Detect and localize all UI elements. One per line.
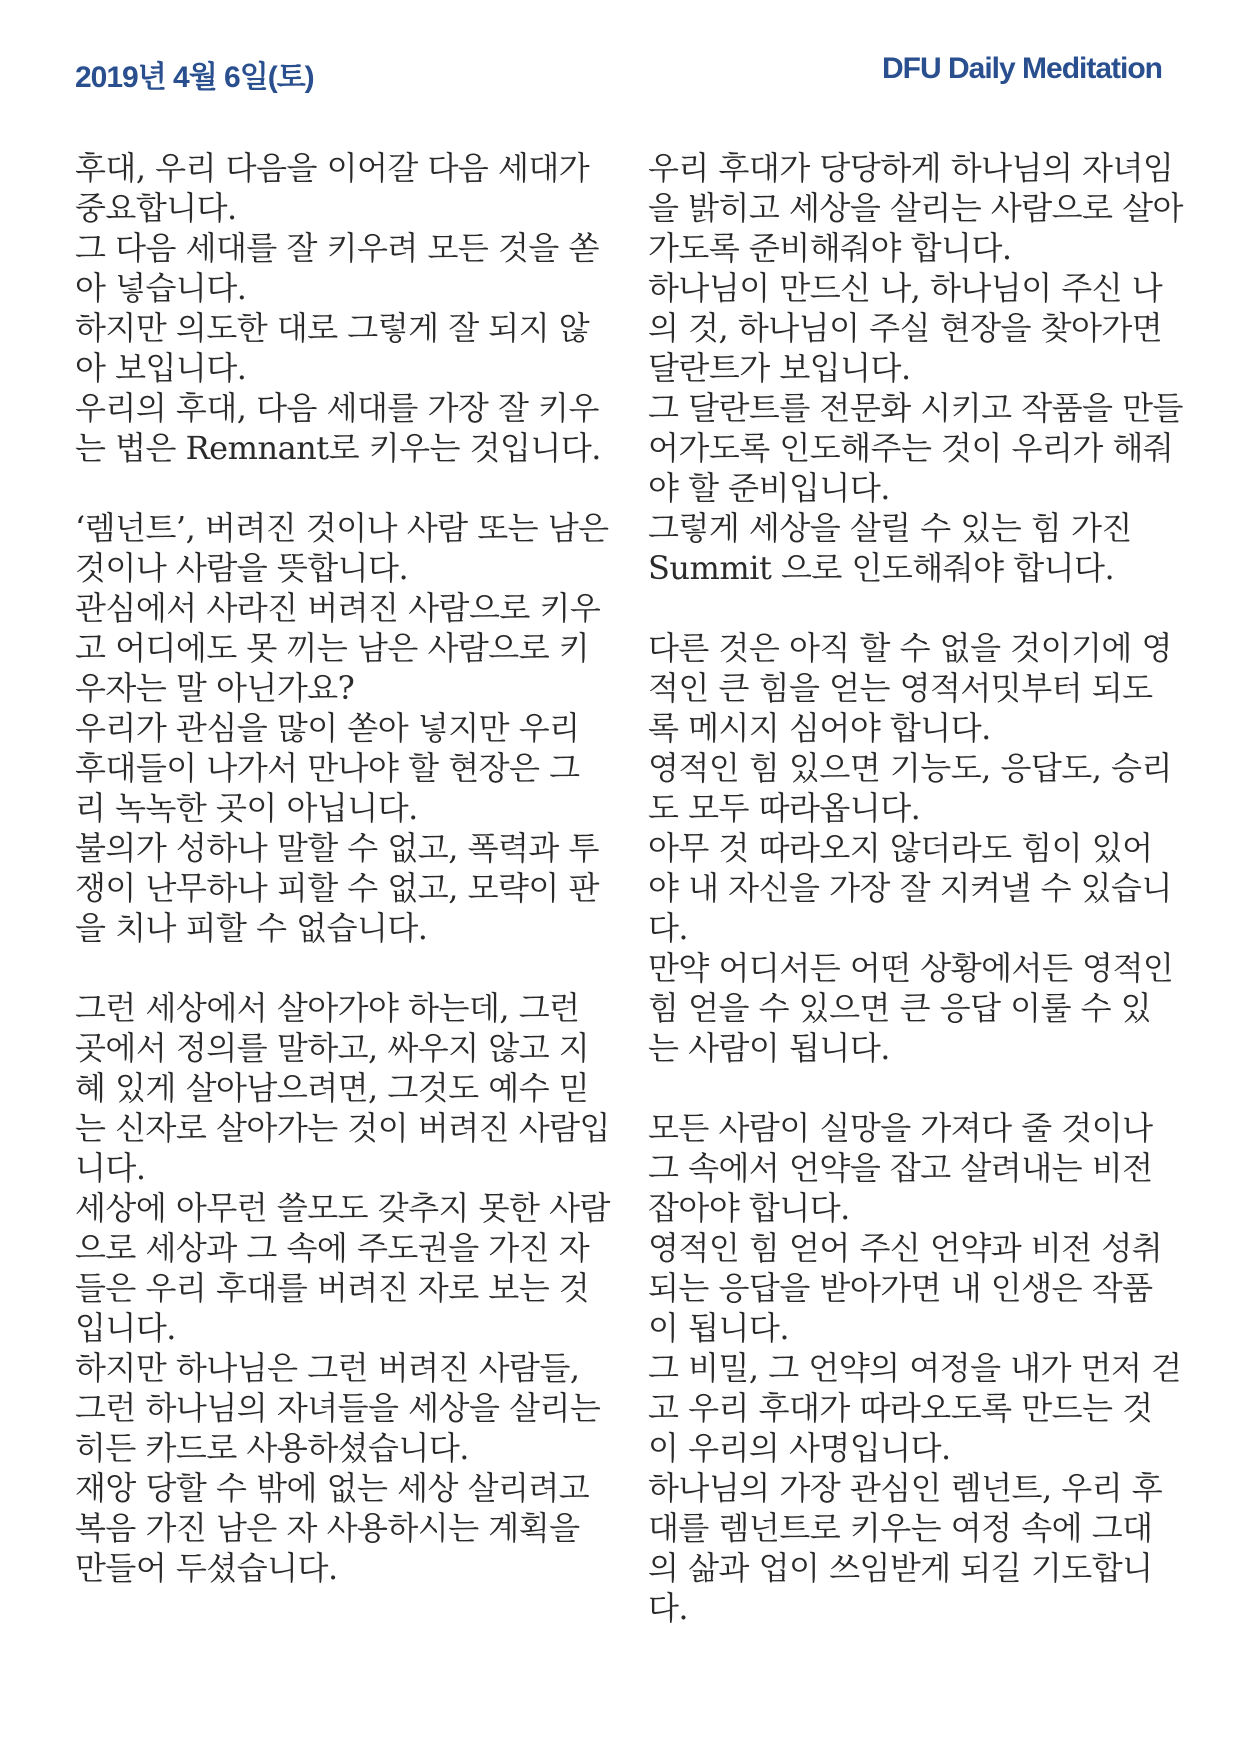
text-line: 는 사람이 됩니다. — [648, 1029, 890, 1067]
text-line: 우자는 말 아닌가요? — [75, 669, 355, 707]
header-brand: DFU Daily Meditation — [881, 52, 1162, 85]
text-line: 복음 가진 남은 자 사용하시는 계획을 — [75, 1509, 580, 1547]
text-line: 중요합니다. — [75, 189, 237, 227]
text-line: 을 치나 피할 수 없습니다. — [75, 909, 428, 947]
text-line: 모든 사람이 실망을 가져다 줄 것이나 — [648, 1109, 1153, 1147]
text-line: 혜 있게 살아남으려면, 그것도 예수 믿 — [75, 1069, 590, 1107]
text-line: 아무 것 따라오지 않더라도 힘이 있어 — [648, 829, 1153, 867]
text-line: 그런 세상에서 살아가야 하는데, 그런 — [75, 989, 580, 1027]
text-line: 그 속에서 언약을 잡고 살려내는 비전 — [648, 1149, 1153, 1187]
right-column — [648, 148, 1183, 1628]
text-line: 만약 어디서든 어떤 상황에서든 영적인 — [648, 949, 1174, 987]
text-line: 도 모두 따라옵니다. — [648, 789, 921, 827]
text-line: 고 어디에도 못 끼는 남은 사람으로 키 — [75, 629, 590, 667]
text-line: ‘렘넌트’, 버려진 것이나 사람 또는 남은 — [75, 509, 609, 547]
text-line: 그렇게 세상을 살릴 수 있는 힘 가진 — [648, 509, 1132, 547]
text-line: 영적인 힘 있으면 기능도, 응답도, 승리 — [648, 749, 1172, 787]
text-line: 다. — [648, 909, 689, 947]
text-line: 을 밝히고 세상을 살리는 사람으로 살아 — [648, 189, 1183, 227]
text-line: 후대들이 나가서 만나야 할 현장은 그 — [75, 749, 580, 787]
text-line: 달란트가 보입니다. — [648, 349, 911, 387]
paragraph — [75, 988, 610, 1588]
text-line: 잡아야 합니다. — [648, 1189, 850, 1227]
text-line: 하나님의 가장 관심인 렘넌트, 우리 후 — [648, 1469, 1163, 1507]
text-line: 힘 얻을 수 있으면 큰 응답 이룰 수 있 — [648, 989, 1152, 1027]
text-line: 우리의 후대, 다음 세대를 가장 잘 키우 — [75, 389, 599, 427]
text-line: 가도록 준비해줘야 합니다. — [648, 229, 1012, 267]
text-line: 영적인 힘 얻어 주신 언약과 비전 성취 — [648, 1229, 1163, 1267]
text-line: 입니다. — [75, 1309, 176, 1347]
text-line: 세상에 아무런 쓸모도 갖추지 못한 사람 — [75, 1189, 610, 1227]
text-line: 그 다음 세대를 잘 키우려 모든 것을 쏟 — [75, 229, 599, 267]
text-line: 곳에서 정의를 말하고, 싸우지 않고 지 — [75, 1029, 590, 1067]
text-line: 적인 큰 힘을 얻는 영적서밋부터 되도 — [648, 669, 1153, 707]
text-line: 되는 응답을 받아가면 내 인생은 작품 — [648, 1269, 1153, 1307]
text-line: 야 할 준비입니다. — [648, 469, 890, 507]
text-line: 관심에서 사라진 버려진 사람으로 키우 — [75, 589, 601, 627]
text-line: 우리 후대가 당당하게 하나님의 자녀임 — [648, 149, 1174, 187]
text-line: 이 우리의 사명입니다. — [648, 1429, 951, 1467]
text-line: 그 비밀, 그 언약의 여정을 내가 먼저 걷 — [648, 1349, 1182, 1387]
text-line: Summit 으로 인도해줘야 합니다. — [648, 549, 1115, 587]
text-line: 쟁이 난무하나 피할 수 없고, 모략이 판 — [75, 869, 599, 907]
text-line: 대를 렘넌트로 키우는 여정 속에 그대 — [648, 1509, 1153, 1547]
text-line: 록 메시지 심어야 합니다. — [648, 709, 991, 747]
text-line: 불의가 성하나 말할 수 없고, 폭력과 투 — [75, 829, 599, 867]
text-line: 다른 것은 아직 할 수 없을 것이기에 영 — [648, 629, 1172, 667]
paragraph-gap — [648, 1068, 1173, 1108]
paragraph — [75, 148, 601, 468]
text-line: 후대, 우리 다음을 이어갈 다음 세대가 — [75, 149, 590, 187]
text-line: 하지만 의도한 대로 그렇게 잘 되지 않 — [75, 309, 590, 347]
text-line: 이 됩니다. — [648, 1309, 789, 1347]
text-line: 고 우리 후대가 따라오도록 만드는 것 — [648, 1389, 1153, 1427]
paragraph-gap — [75, 468, 595, 508]
paragraph — [648, 628, 1173, 1068]
text-line: 재앙 당할 수 밖에 없는 세상 살리려고 — [75, 1469, 590, 1507]
text-line: 리 녹녹한 곳이 아닙니다. — [75, 789, 418, 827]
paragraph — [75, 508, 609, 948]
text-line: 니다. — [75, 1149, 146, 1187]
text-line: 다. — [648, 1589, 689, 1627]
paragraph — [648, 1108, 1182, 1628]
text-line: 것이나 사람을 뜻합니다. — [75, 549, 409, 587]
text-line: 만들어 두셨습니다. — [75, 1549, 338, 1587]
text-line: 하나님이 만드신 나, 하나님이 주신 나 — [648, 269, 1163, 307]
text-line: 는 법은 Remnant로 키우는 것입니다. — [75, 429, 601, 467]
paragraph — [648, 148, 1183, 588]
text-line: 어가도록 인도해주는 것이 우리가 해줘 — [648, 429, 1174, 467]
text-line: 으로 세상과 그 속에 주도권을 가진 자 — [75, 1229, 590, 1267]
text-line: 그런 하나님의 자녀들을 세상을 살리는 — [75, 1389, 601, 1427]
text-line: 는 신자로 살아가는 것이 버려진 사람입 — [75, 1109, 610, 1147]
text-line: 우리가 관심을 많이 쏟아 넣지만 우리 — [75, 709, 580, 747]
left-column — [75, 148, 610, 1588]
header-date: 2019년 4월 6일(토) — [75, 61, 314, 94]
text-line: 히든 카드로 사용하셨습니다. — [75, 1429, 469, 1467]
text-line: 의 것, 하나님이 주실 현장을 찾아가면 — [648, 309, 1163, 347]
text-line: 아 넣습니다. — [75, 269, 247, 307]
paragraph-gap — [75, 948, 595, 988]
text-line: 하지만 하나님은 그런 버려진 사람들, — [75, 1349, 580, 1387]
text-line: 의 삶과 업이 쓰임받게 되길 기도합니 — [648, 1549, 1153, 1587]
text-line: 야 내 자신을 가장 잘 지켜낼 수 있습니 — [648, 869, 1172, 907]
paragraph-gap — [648, 588, 1173, 628]
text-line: 들은 우리 후대를 버려진 자로 보는 것 — [75, 1269, 590, 1307]
text-line: 그 달란트를 전문화 시키고 작품을 만들 — [648, 389, 1183, 427]
text-line: 아 보입니다. — [75, 349, 247, 387]
